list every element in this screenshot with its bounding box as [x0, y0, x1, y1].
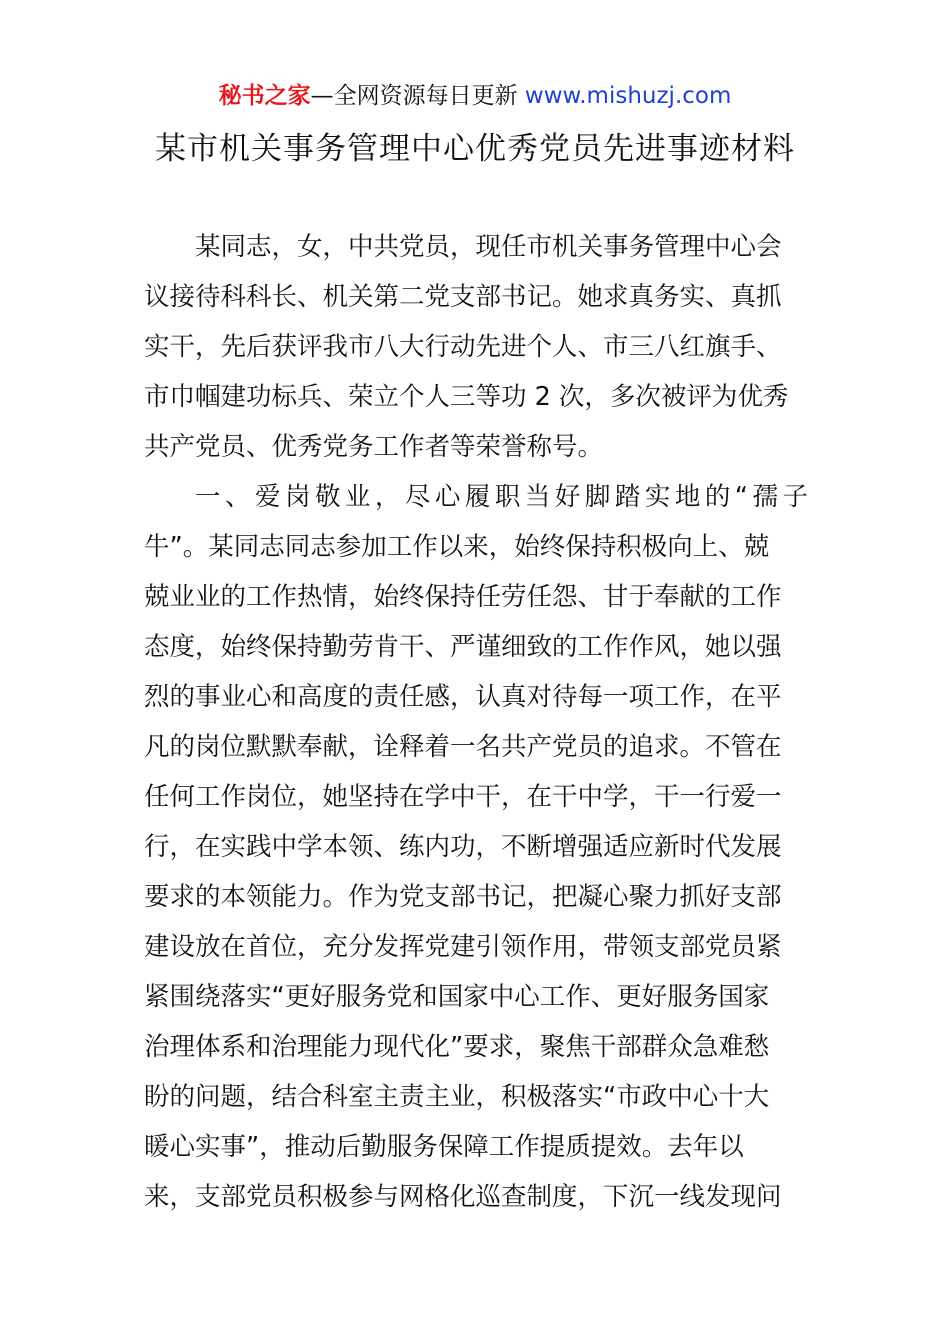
document-title: 某市机关事务管理中心优秀党员先进事迹材料 [155, 131, 795, 167]
document-body [144, 222, 808, 1222]
paragraph-line: 行，在实践中学本领、练内功，不断增强适应新时代发展 [144, 832, 782, 862]
paragraph-line: 建设放在首位，充分发挥党建引领作用，带领支部党员紧 [144, 932, 782, 962]
paragraph-line: 暖心实事”，推动后勤服务保障工作提质提效。去年以 [144, 1132, 744, 1162]
paragraph-line: 议接待科科长、机关第二党支部书记。她求真务实、真抓 [144, 282, 782, 312]
paragraph-line: 要求的本领能力。作为党支部书记，把凝心聚力抓好支部 [144, 882, 782, 912]
site-url[interactable]: www.mishuzj.com [524, 83, 732, 109]
paragraph-line: 牛”。某同志同志参加工作以来，始终保持积极向上、兢 [144, 532, 770, 562]
section-heading-line: 一、爱岗敬业，尽心履职当好脚踏实地的“孺子 [195, 482, 808, 512]
site-brand: 秘书之家 [218, 83, 311, 109]
paragraph-line: 实干，先后获评我市八大行动先进个人、市三八红旗手、 [144, 332, 782, 362]
site-header [0, 80, 950, 112]
paragraph-line: 某同志，女，中共党员，现任市机关事务管理中心会 [195, 232, 782, 262]
paragraph-line: 共产党员、优秀党务工作者等荣誉称号。 [144, 432, 604, 462]
paragraph-line: 紧围绕落实“更好服务党和国家中心工作、更好服务国家 [144, 982, 770, 1012]
paragraph-line: 治理体系和治理能力现代化”要求，聚焦干部群众急难愁 [144, 1032, 770, 1062]
site-tagline: —全网资源每日更新 [310, 83, 518, 109]
paragraph-line: 盼的问题，结合科室主责主业，积极落实“市政中心十大 [144, 1082, 770, 1112]
paragraph-line: 凡的岗位默默奉献，诠释着一名共产党员的追求。不管在 [144, 732, 782, 762]
paragraph-line: 态度，始终保持勤劳肯干、严谨细致的工作作风，她以强 [144, 632, 782, 662]
paragraph-line: 兢业业的工作热情，始终保持任劳任怨、甘于奉献的工作 [144, 582, 782, 612]
paragraph-line: 烈的事业心和高度的责任感，认真对待每一项工作，在平 [144, 682, 782, 712]
paragraph-line: 市巾帼建功标兵、荣立个人三等功 2 次，多次被评为优秀 [144, 382, 789, 412]
paragraph-line: 任何工作岗位，她坚持在学中干，在干中学，干一行爱一 [144, 782, 782, 812]
paragraph-line: 来，支部党员积极参与网格化巡查制度，下沉一线发现问 [144, 1182, 782, 1212]
